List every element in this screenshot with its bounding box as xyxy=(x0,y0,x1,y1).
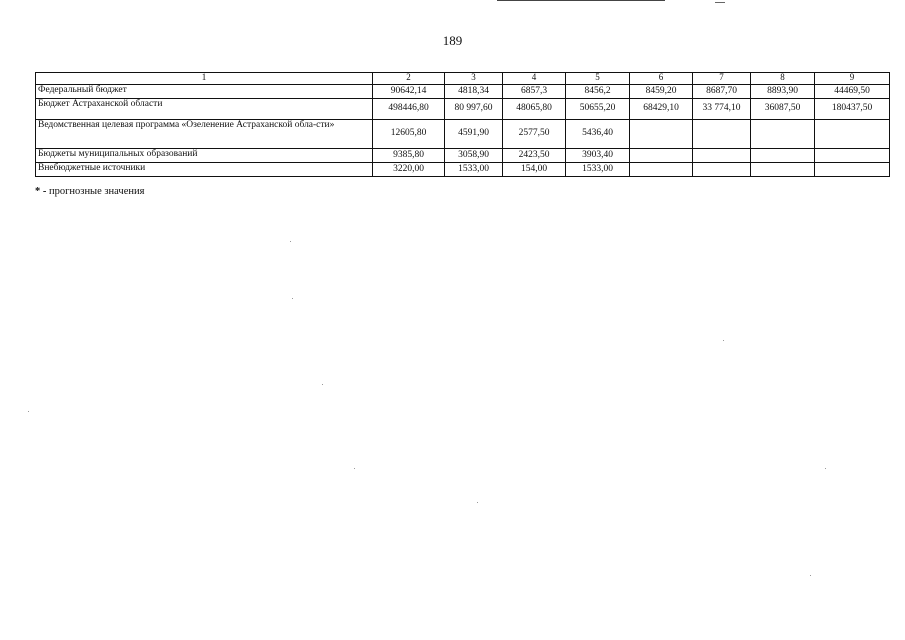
table-cell xyxy=(630,149,693,163)
header-cell: 4 xyxy=(503,73,566,85)
scan-speck xyxy=(810,575,811,576)
header-cell: 3 xyxy=(445,73,503,85)
table-row xyxy=(36,163,890,177)
table-cell: 80 997,60 xyxy=(445,99,503,120)
header-cell: 8 xyxy=(751,73,815,85)
scan-speck xyxy=(825,468,826,469)
table-cell xyxy=(815,120,890,149)
table-cell xyxy=(751,163,815,177)
table-cell xyxy=(630,163,693,177)
table-cell: 8456,2 xyxy=(566,85,630,99)
footnote-text: прогнозные значения xyxy=(49,186,145,197)
table-cell: 8459,20 xyxy=(630,85,693,99)
table-cell: 1533,00 xyxy=(566,163,630,177)
top-rule-line xyxy=(497,0,665,1)
footnote-marker: * - xyxy=(35,186,47,197)
header-cell: 5 xyxy=(566,73,630,85)
table-cell: 50655,20 xyxy=(566,99,630,120)
top-rule-mark xyxy=(715,2,725,3)
table-row xyxy=(36,149,890,163)
table-cell: 8893,90 xyxy=(751,85,815,99)
table-cell: 68429,10 xyxy=(630,99,693,120)
table-cell: 3903,40 xyxy=(566,149,630,163)
table-cell xyxy=(693,120,751,149)
table-cell: 3220,00 xyxy=(373,163,445,177)
table-cell xyxy=(693,149,751,163)
table-cell: 3058,90 xyxy=(445,149,503,163)
table-header-row xyxy=(36,73,890,85)
table-cell: 44469,50 xyxy=(815,85,890,99)
row-label: Бюджет Астраханской области xyxy=(36,99,373,120)
table-row xyxy=(36,85,890,99)
table-cell: 2423,50 xyxy=(503,149,566,163)
table-cell: 6857,3 xyxy=(503,85,566,99)
table-cell: 36087,50 xyxy=(751,99,815,120)
scan-speck xyxy=(354,468,355,469)
table-cell: 33 774,10 xyxy=(693,99,751,120)
table-cell: 498446,80 xyxy=(373,99,445,120)
header-cell: 7 xyxy=(693,73,751,85)
table-row xyxy=(36,99,890,120)
table-cell: 48065,80 xyxy=(503,99,566,120)
table-cell: 90642,14 xyxy=(373,85,445,99)
table-cell: 180437,50 xyxy=(815,99,890,120)
table-cell: 2577,50 xyxy=(503,120,566,149)
header-cell: 9 xyxy=(815,73,890,85)
row-label: Ведомственная целевая программа «Озеленение Астраханской обла-сти» xyxy=(36,120,373,149)
table-cell: 8687,70 xyxy=(693,85,751,99)
table-cell xyxy=(630,120,693,149)
table-cell: 4818,34 xyxy=(445,85,503,99)
table-cell xyxy=(751,120,815,149)
table-cell xyxy=(815,163,890,177)
header-cell: 1 xyxy=(36,73,373,85)
table-cell: 5436,40 xyxy=(566,120,630,149)
footnote xyxy=(35,186,144,197)
budget-table xyxy=(35,72,890,177)
header-cell: 6 xyxy=(630,73,693,85)
table-cell: 1533,00 xyxy=(445,163,503,177)
table-cell xyxy=(751,149,815,163)
table-cell: 4591,90 xyxy=(445,120,503,149)
scan-speck xyxy=(477,502,478,503)
header-cell: 2 xyxy=(373,73,445,85)
table-cell: 9385,80 xyxy=(373,149,445,163)
table-cell xyxy=(815,149,890,163)
table-cell: 154,00 xyxy=(503,163,566,177)
row-label: Федеральный бюджет xyxy=(36,85,373,99)
row-label: Внебюджетные источники xyxy=(36,163,373,177)
scan-speck xyxy=(723,340,724,341)
scan-speck xyxy=(322,384,323,385)
table-cell xyxy=(693,163,751,177)
scan-speck xyxy=(28,411,29,412)
page-number: 189 xyxy=(442,33,463,48)
table-row xyxy=(36,120,890,149)
scan-speck xyxy=(292,298,293,299)
table-cell: 12605,80 xyxy=(373,120,445,149)
row-label: Бюджеты муниципальных образований xyxy=(36,149,373,163)
scan-speck xyxy=(290,241,291,242)
